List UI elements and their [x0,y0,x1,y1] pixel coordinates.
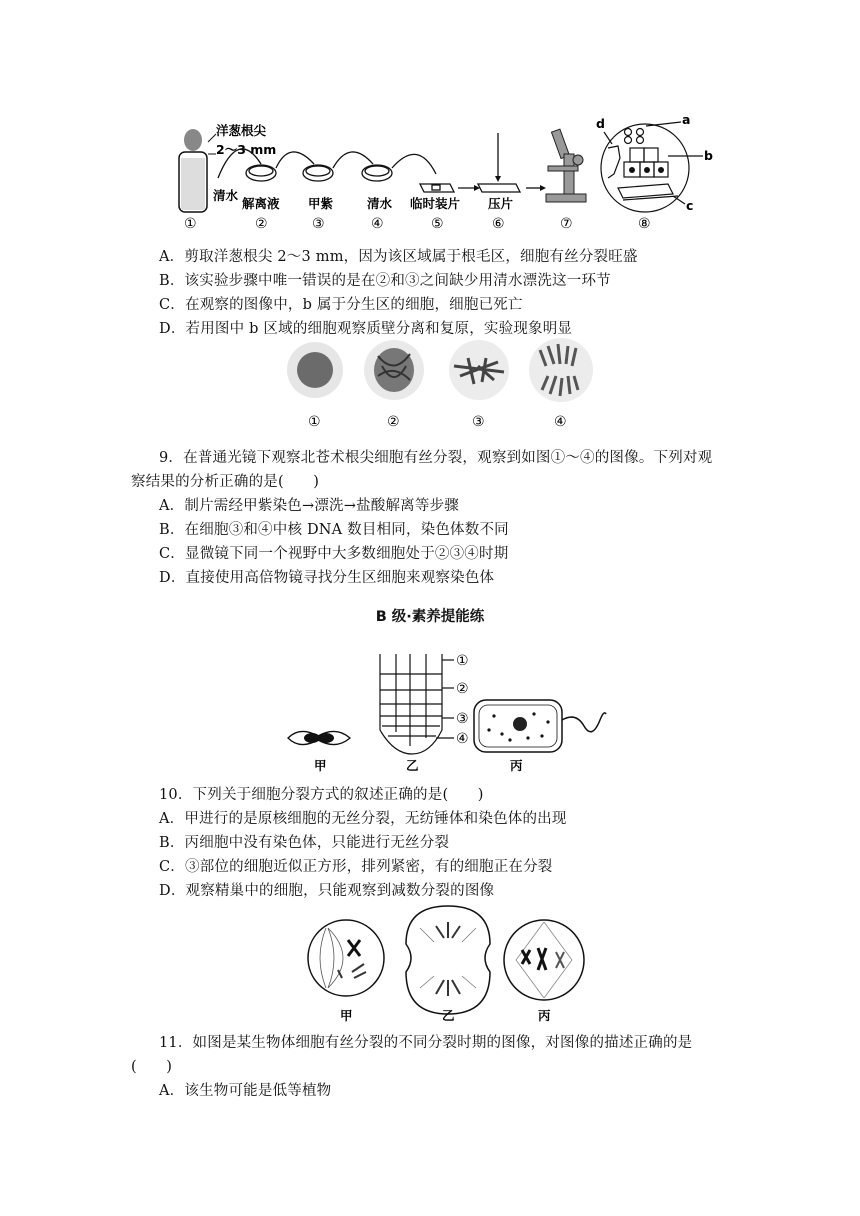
region-label-b: b [704,148,713,163]
division-label-jia: 甲 [314,758,327,773]
q8-option-a: A．剪取洋葱根尖 2～3 mm，因为该区域属于根毛区，细胞有丝分裂旺盛 [159,249,638,265]
step-number-2: ② [255,216,268,232]
micrograph-number-3: ③ [472,414,485,430]
length-label: 2～3 mm [216,142,277,157]
step-number-7: ⑦ [560,216,573,232]
q9-option-a: A．制片需经甲紫染色→漂洗→盐酸解离等步骤 [159,498,459,514]
q10-option-a: A．甲进行的是原核细胞的无丝分裂，无纺锤体和染色体的出现 [159,811,567,827]
mitosis-label-yi: 乙 [442,1008,455,1023]
q10-option-d: D．观察精巢中的细胞，只能观察到减数分裂的图像 [159,883,495,899]
onion-bottle-drawing [179,129,216,212]
mitosis-cell-yi [406,906,490,1014]
q10-option-b: B．丙细胞中没有染色体，只能进行无丝分裂 [159,835,450,851]
micrograph-number-4: ④ [554,414,567,430]
root-tip-drawing [380,654,454,754]
q9-option-d: D．直接使用高倍物镜寻找分生区细胞来观察染色体 [159,570,495,586]
micrograph-3 [449,340,509,400]
q8-option-d: D．若用图中 b 区域的细胞观察质壁分离和复原，实验现象明显 [159,321,573,337]
root-zone-number-3: ③ [456,711,469,727]
division-types-figure [284,650,614,776]
q9-stem-line1: 9．在普通光镜下观察北苍术根尖细胞有丝分裂，观察到如图①～④的图像。下列对观 [159,450,713,466]
step-label-stain: 甲紫 [308,196,334,211]
section-heading: B 级·素养提能练 [375,609,485,625]
micrograph-2 [364,340,424,400]
root-tip-label: 洋葱根尖 [216,123,267,138]
q9-option-b: B．在细胞③和④中核 DNA 数目相同，染色体数不同 [159,522,509,538]
step-number-5: ⑤ [431,216,444,232]
mitosis-label-jia: 甲 [340,1008,353,1023]
division-label-bing: 丙 [510,758,523,773]
amitosis-cell-drawing [288,731,350,744]
region-label-c: c [686,198,694,213]
q10-option-c: C．③部位的细胞近似正方形，排列紧密，有的细胞正在分裂 [159,859,553,875]
q9-option-c: C．显微镜下同一个视野中大多数细胞处于②③④时期 [159,546,509,562]
mitosis-cell-bing [504,920,584,1000]
step-number-6: ⑥ [492,216,505,232]
microscope-drawing [546,129,586,202]
step-label-press: 压片 [488,196,514,211]
micrograph-number-2: ② [387,414,400,430]
micrograph-figure [282,336,602,432]
region-label-d: d [596,116,605,131]
q9-stem-line2: 察结果的分析正确的是( ) [131,474,320,490]
mitosis-cell-jia [308,920,384,996]
step-label-slide: 临时装片 [410,196,461,211]
division-label-yi: 乙 [406,758,419,773]
water-label: 清水 [213,188,239,203]
step-label-rinse: 清水 [367,196,393,211]
step-number-4: ④ [371,216,384,232]
q10-stem: 10．下列关于细胞分裂方式的叙述正确的是( ) [159,787,484,803]
root-zone-number-4: ④ [456,731,469,747]
micrograph-number-1: ① [308,414,321,430]
micrograph-1 [287,342,343,398]
step-number-1: ① [184,216,197,232]
step-number-3: ③ [312,216,325,232]
q11-stem-line2: ( ) [131,1059,173,1075]
step-label-dissociation: 解离液 [242,196,280,211]
root-zone-number-2: ② [456,681,469,697]
experiment-procedure-figure [168,112,713,236]
micrograph-4 [529,338,593,402]
q11-stem-line1: 11．如图是某生物体细胞有丝分裂的不同分裂时期的图像，对图像的描述正确的是 [159,1035,693,1051]
bacterium-drawing [474,700,606,752]
mitosis-stages-figure [300,898,596,1024]
q8-option-b: B．该实验步骤中唯一错误的是在②和③之间缺少用清水漂洗这一环节 [159,273,611,289]
step-number-8: ⑧ [638,216,651,232]
q11-option-a: A．该生物可能是低等植物 [159,1083,332,1099]
q8-option-c: C．在观察的图像中，b 属于分生区的细胞，细胞已死亡 [159,297,523,313]
root-zone-number-1: ① [456,653,469,669]
region-label-a: a [682,112,691,127]
mitosis-label-bing: 丙 [538,1008,551,1023]
